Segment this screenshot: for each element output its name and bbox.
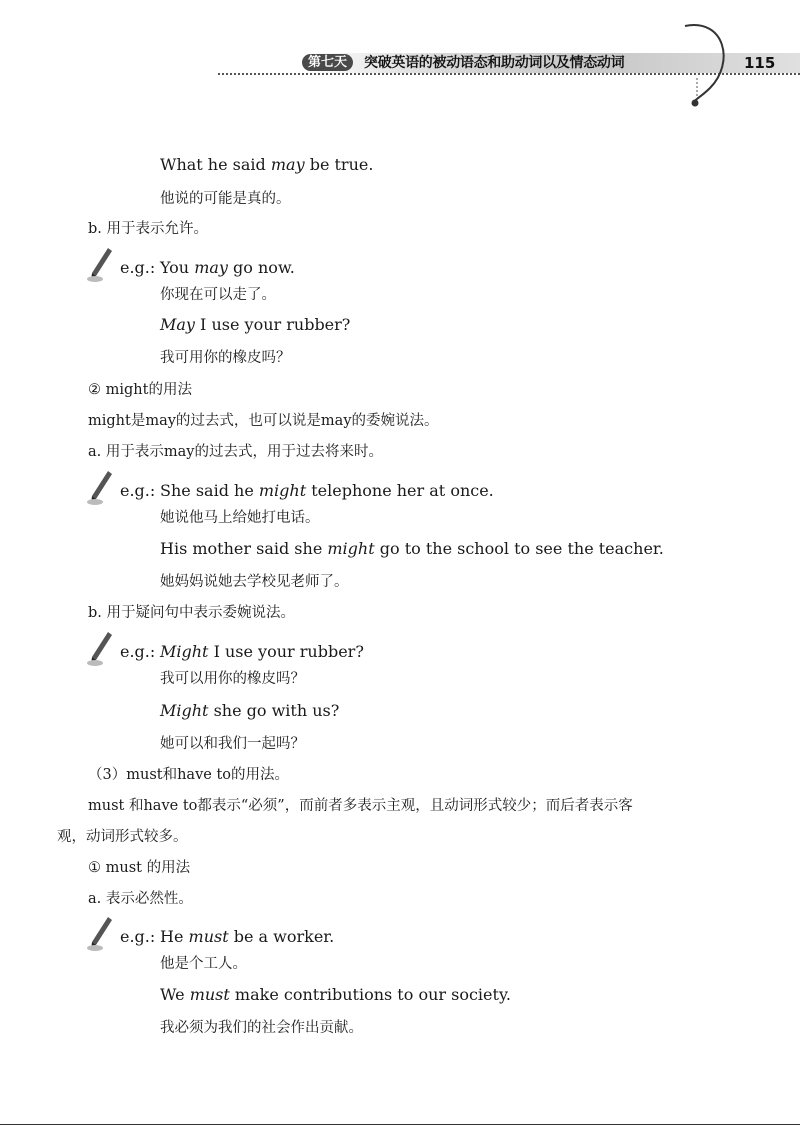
modal-verb: must xyxy=(188,927,229,946)
translation: 她说他马上给她打电话。 xyxy=(160,510,320,526)
text-segment: go now. xyxy=(227,258,295,277)
paragraph: might是may的过去式，也可以说是may的委婉说法。 xyxy=(88,413,439,429)
page-header xyxy=(0,0,800,110)
text-segment: He xyxy=(160,927,189,946)
modal-verb: May xyxy=(160,315,195,334)
example-sentence xyxy=(160,314,350,336)
modal-verb: might xyxy=(258,481,307,500)
example-sentence xyxy=(160,641,364,663)
text-segment: be a worker. xyxy=(228,927,335,946)
section-heading: （3）must和have to的用法。 xyxy=(88,767,290,783)
text-segment: We xyxy=(160,985,190,1004)
modal-verb: Might xyxy=(160,642,209,661)
text-segment: What he said xyxy=(160,155,271,174)
translation: 我可以用你的橡皮吗？ xyxy=(160,671,305,687)
translation: 我可用你的橡皮吗？ xyxy=(160,350,291,366)
modal-verb: might xyxy=(327,539,375,558)
modal-verb: may xyxy=(270,155,305,174)
translation: 我必须为我们的社会作出贡献。 xyxy=(160,1020,363,1036)
text-segment: She said he xyxy=(160,481,259,500)
section-heading: ② might的用法 xyxy=(88,382,192,398)
footer-rule xyxy=(0,1124,800,1125)
pen-icon xyxy=(86,630,116,668)
translation: 他说的可能是真的。 xyxy=(160,191,291,207)
chapter-title: 突破英语的被动语态和助动词以及情态动词 xyxy=(364,55,625,71)
section-heading: ① must 的用法 xyxy=(88,860,191,876)
text-segment: be true. xyxy=(304,155,374,174)
subpoint-heading: a. 用于表示may的过去式，用于过去将来时。 xyxy=(88,444,383,460)
translation: 她可以和我们一起吗？ xyxy=(160,736,305,752)
eg-label: e.g.: xyxy=(120,642,156,661)
pen-icon xyxy=(86,915,116,953)
translation: 她妈妈说她去学校见老师了。 xyxy=(160,574,349,590)
modal-verb: may xyxy=(194,258,228,277)
eg-label: e.g.: xyxy=(120,481,156,500)
translation: 你现在可以走了。 xyxy=(160,287,276,303)
example-sentence xyxy=(160,154,373,176)
swoosh-icon xyxy=(655,18,735,108)
paragraph: must 和have to都表示“必须”，而前者多表示主观，且动词形式较少；而后者表示客 xyxy=(88,798,633,814)
eg-label: e.g.: xyxy=(120,258,156,277)
example-sentence xyxy=(160,700,339,722)
text-segment: I use your rubber? xyxy=(194,315,351,334)
modal-verb: Might xyxy=(160,701,209,720)
page-number: 115 xyxy=(744,54,776,72)
example-sentence xyxy=(160,984,511,1006)
text-segment: His mother said she xyxy=(160,539,328,558)
translation: 他是个工人。 xyxy=(160,956,247,972)
example-sentence xyxy=(160,257,295,279)
subpoint-heading: b. 用于表示允许。 xyxy=(88,221,208,237)
subpoint-heading: b. 用于疑问句中表示委婉说法。 xyxy=(88,605,295,621)
eg-label: e.g.: xyxy=(120,927,156,946)
text-segment: I use your rubber? xyxy=(208,642,364,661)
example-sentence xyxy=(160,538,664,560)
modal-verb: must xyxy=(189,985,230,1004)
text-segment: You xyxy=(160,258,195,277)
example-sentence xyxy=(160,480,494,502)
subpoint-heading: a. 表示必然性。 xyxy=(88,891,193,907)
pen-icon xyxy=(86,246,116,284)
example-sentence xyxy=(160,926,334,948)
text-segment: telephone her at once. xyxy=(306,481,494,500)
text-segment: go to the school to see the teacher. xyxy=(374,539,664,558)
pen-icon xyxy=(86,469,116,507)
text-segment: make contributions to our society. xyxy=(229,985,511,1004)
text-segment: she go with us? xyxy=(208,701,340,720)
day-badge: 第七天 xyxy=(302,54,353,71)
paragraph: 观，动词形式较多。 xyxy=(57,829,188,845)
